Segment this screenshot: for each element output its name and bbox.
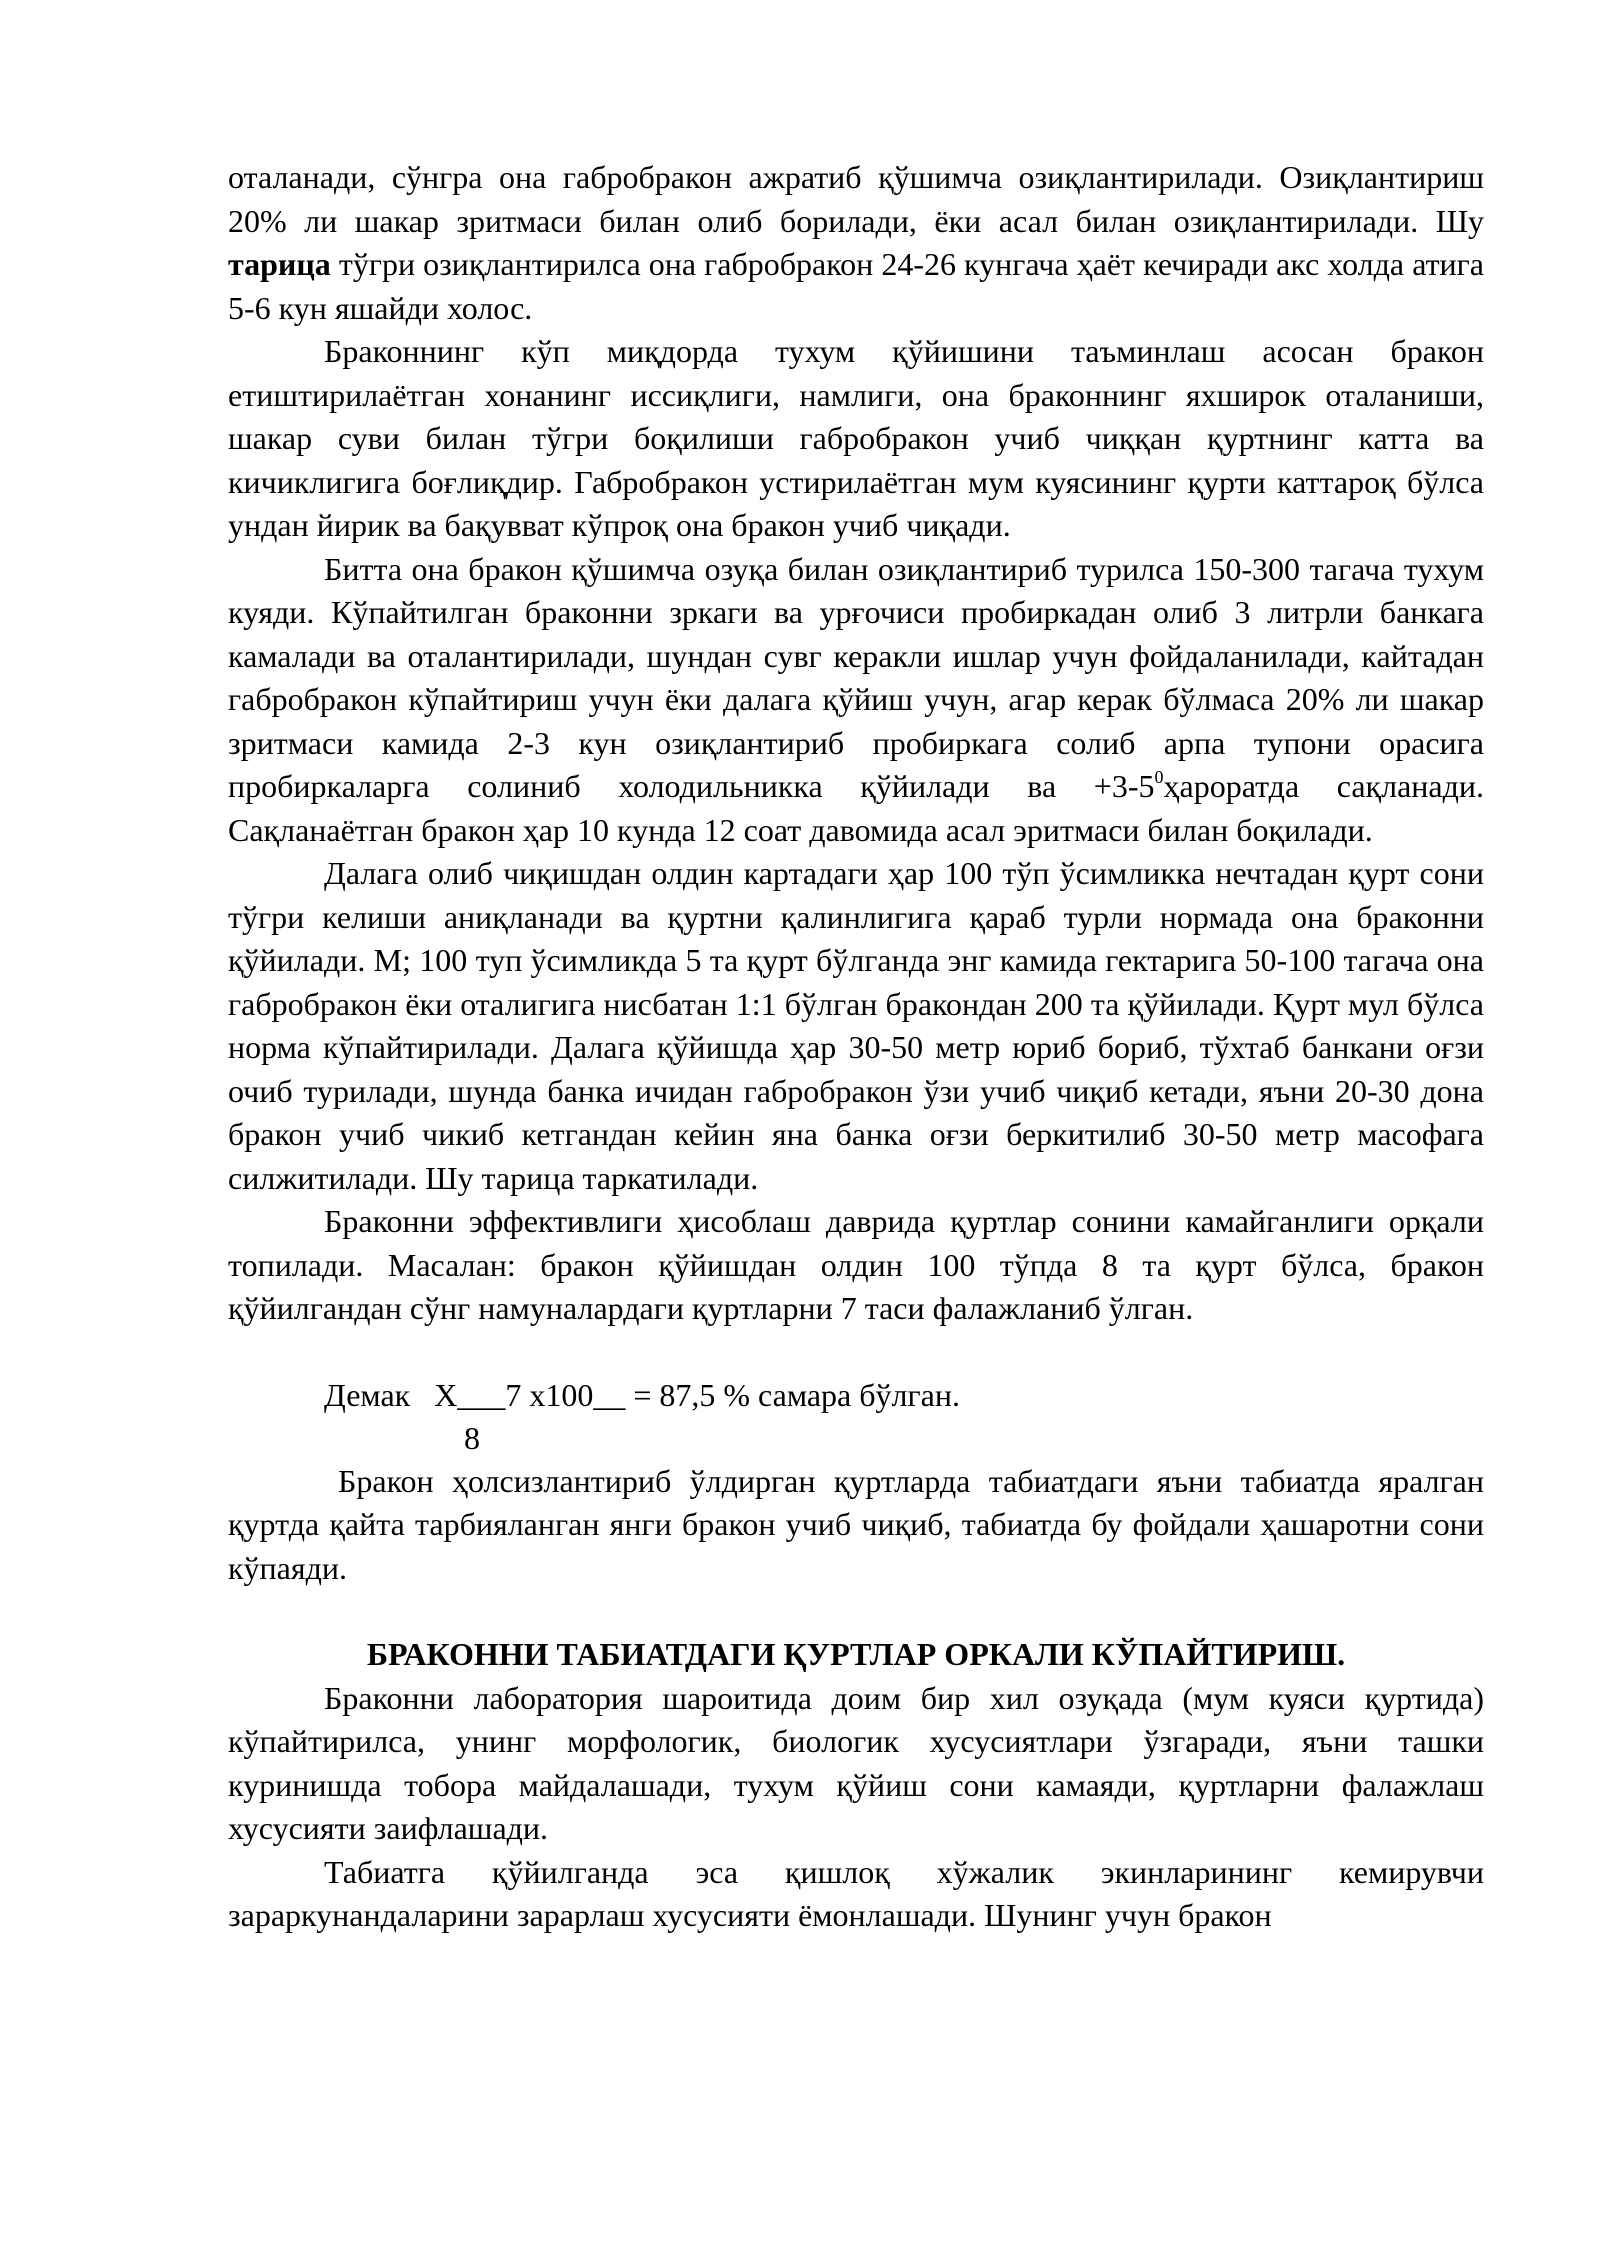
paragraph-8: Табиатга қўйилганда эса қишлоқ хўжалик экинларининг кемирувчи зараркунандаларини зарарлаш хусусияти ёмонлашади. Шунинг учун бракон [228, 1853, 1484, 1933]
p1-text-before: оталанади, сўнгра она габробракон ажратиб қўшимча озиқлантирилади. Озиқлантириш 20% ли шакар зритмаси билан олиб борилади, ёки асал билан озиқлантирилади. Шу [228, 159, 1484, 239]
p1-bold-word: тарица [228, 246, 331, 282]
p3-text-after: ҳароратда сақланади. Сақланаётган бракон ҳар 10 кунда 12 соат давомида асал эритмаси билан боқилади. [228, 768, 1485, 848]
formula-line: Демак Х___7 х100__ = 87,5 % самара бўлган. [324, 1376, 960, 1413]
formula [228, 1374, 1484, 1460]
degree-superscript: 0 [1154, 767, 1164, 787]
paragraph-5: Браконни эффективлиги ҳисоблаш даврида қуртлар сонини камайганлиги орқали топилади. Масалан: бракон қўйишдан олдин 100 тўпда 8 та қурт бўлса, бракон қўйилгандан сўнг намуналардаги қуртларни 7 таси фалажланиб ўлган. [228, 1203, 1484, 1326]
paragraph-2: Браконнинг кўп миқдорда тухум қўйишини таъминлаш асосан бракон етиштирилаётган хонанинг иссиқлиги, намлиги, она браконнинг яхширок оталаниши, шакар суви билан тўгри боқилиши габробракон учиб чиққан қуртнинг катта ва кичиклигига боғлиқдир. Габробракон устирилаётган мум куясининг қурти каттароқ бўлса ундан йирик ва бақувват кўпроқ она бракон учиб чиқади. [228, 333, 1484, 543]
paragraph-7: Браконни лаборатория шароитида доим бир хил озуқада (мум куяси қуртида) кўпайтирилса, унинг морфологик, биологик хусусиятлари ўзгаради, яъни ташки куринишда тобора майдалашади, тухум қўйиш сони камаяди, қуртларни фалажлаш хусусияти заифлашади. [228, 1679, 1484, 1846]
formula-denominator: 8 [464, 1419, 480, 1456]
paragraph-1 [228, 156, 1484, 330]
p3-text-before: Битта она бракон қўшимча озуқа билан озиқлантириб турилса 150-300 тагача тухум куяди. Кўпайтилган браконни зркаги ва урғочиси пробиркадан олиб 3 литрли банкага камалади ва оталантирилади, шундан сувг керакли ишлар учун фойдаланилади, кайтадан габробракон кўпайтириш учун ёки далага қўйиш учун, агар керак бўлмаса 20% ли шакар зритмаси камида 2-3 кун озиқлантириб пробиркага солиб арпа тупони орасига пробиркаларга солиниб холодильникка қўйилади ва +3-5 [228, 550, 1484, 804]
text-block [228, 156, 1484, 1938]
paragraph-6: Бракон ҳолсизлантириб ўлдирган қуртларда табиатдаги яъни табиатда яралган қуртда қайта тарбияланган янги бракон учиб чиқиб, табиатда бу фойдали ҳашаротни сони кўпаяди. [228, 1462, 1484, 1586]
paragraph-4: Далага олиб чиқишдан олдин картадаги ҳар 100 тўп ўсимликка нечтадан қурт сони тўгри келиши аниқланади ва қуртни қалинлигига қараб турли нормада она браконни қўйилади. М; 100 туп ўсимликда 5 та қурт бўлганда энг камида гектарига 50-100 тагача она габробракон ёки оталигига нисбатан 1:1 бўлган бракондан 200 та қўйилади. Қурт мул бўлса норма кўпайтирилади. Далага қўйишда ҳар 30-50 метр юриб бориб, тўхтаб банкани оғзи очиб турилади, шунда банка ичидан габробракон ўзи учиб чиқиб кетади, яъни 20-30 дона бракон учиб чикиб кетгандан кейин яна банка оғзи беркитилиб 30-50 метр масофага силжитилади. Шу тарица таркатилади. [228, 855, 1484, 1196]
section-heading: БРАКОННИ ТАБИАТДАГИ ҚУРТЛАР ОРКАЛИ КЎПАЙТИРИШ. [366, 1636, 1346, 1672]
p1-text-after: тўгри озиқлантирилса она габробракон 24-26 кунгача ҳаёт кечиради акс холда атига 5-6 кун яшайди холос. [228, 246, 1484, 326]
paragraph-3 [228, 548, 1484, 853]
